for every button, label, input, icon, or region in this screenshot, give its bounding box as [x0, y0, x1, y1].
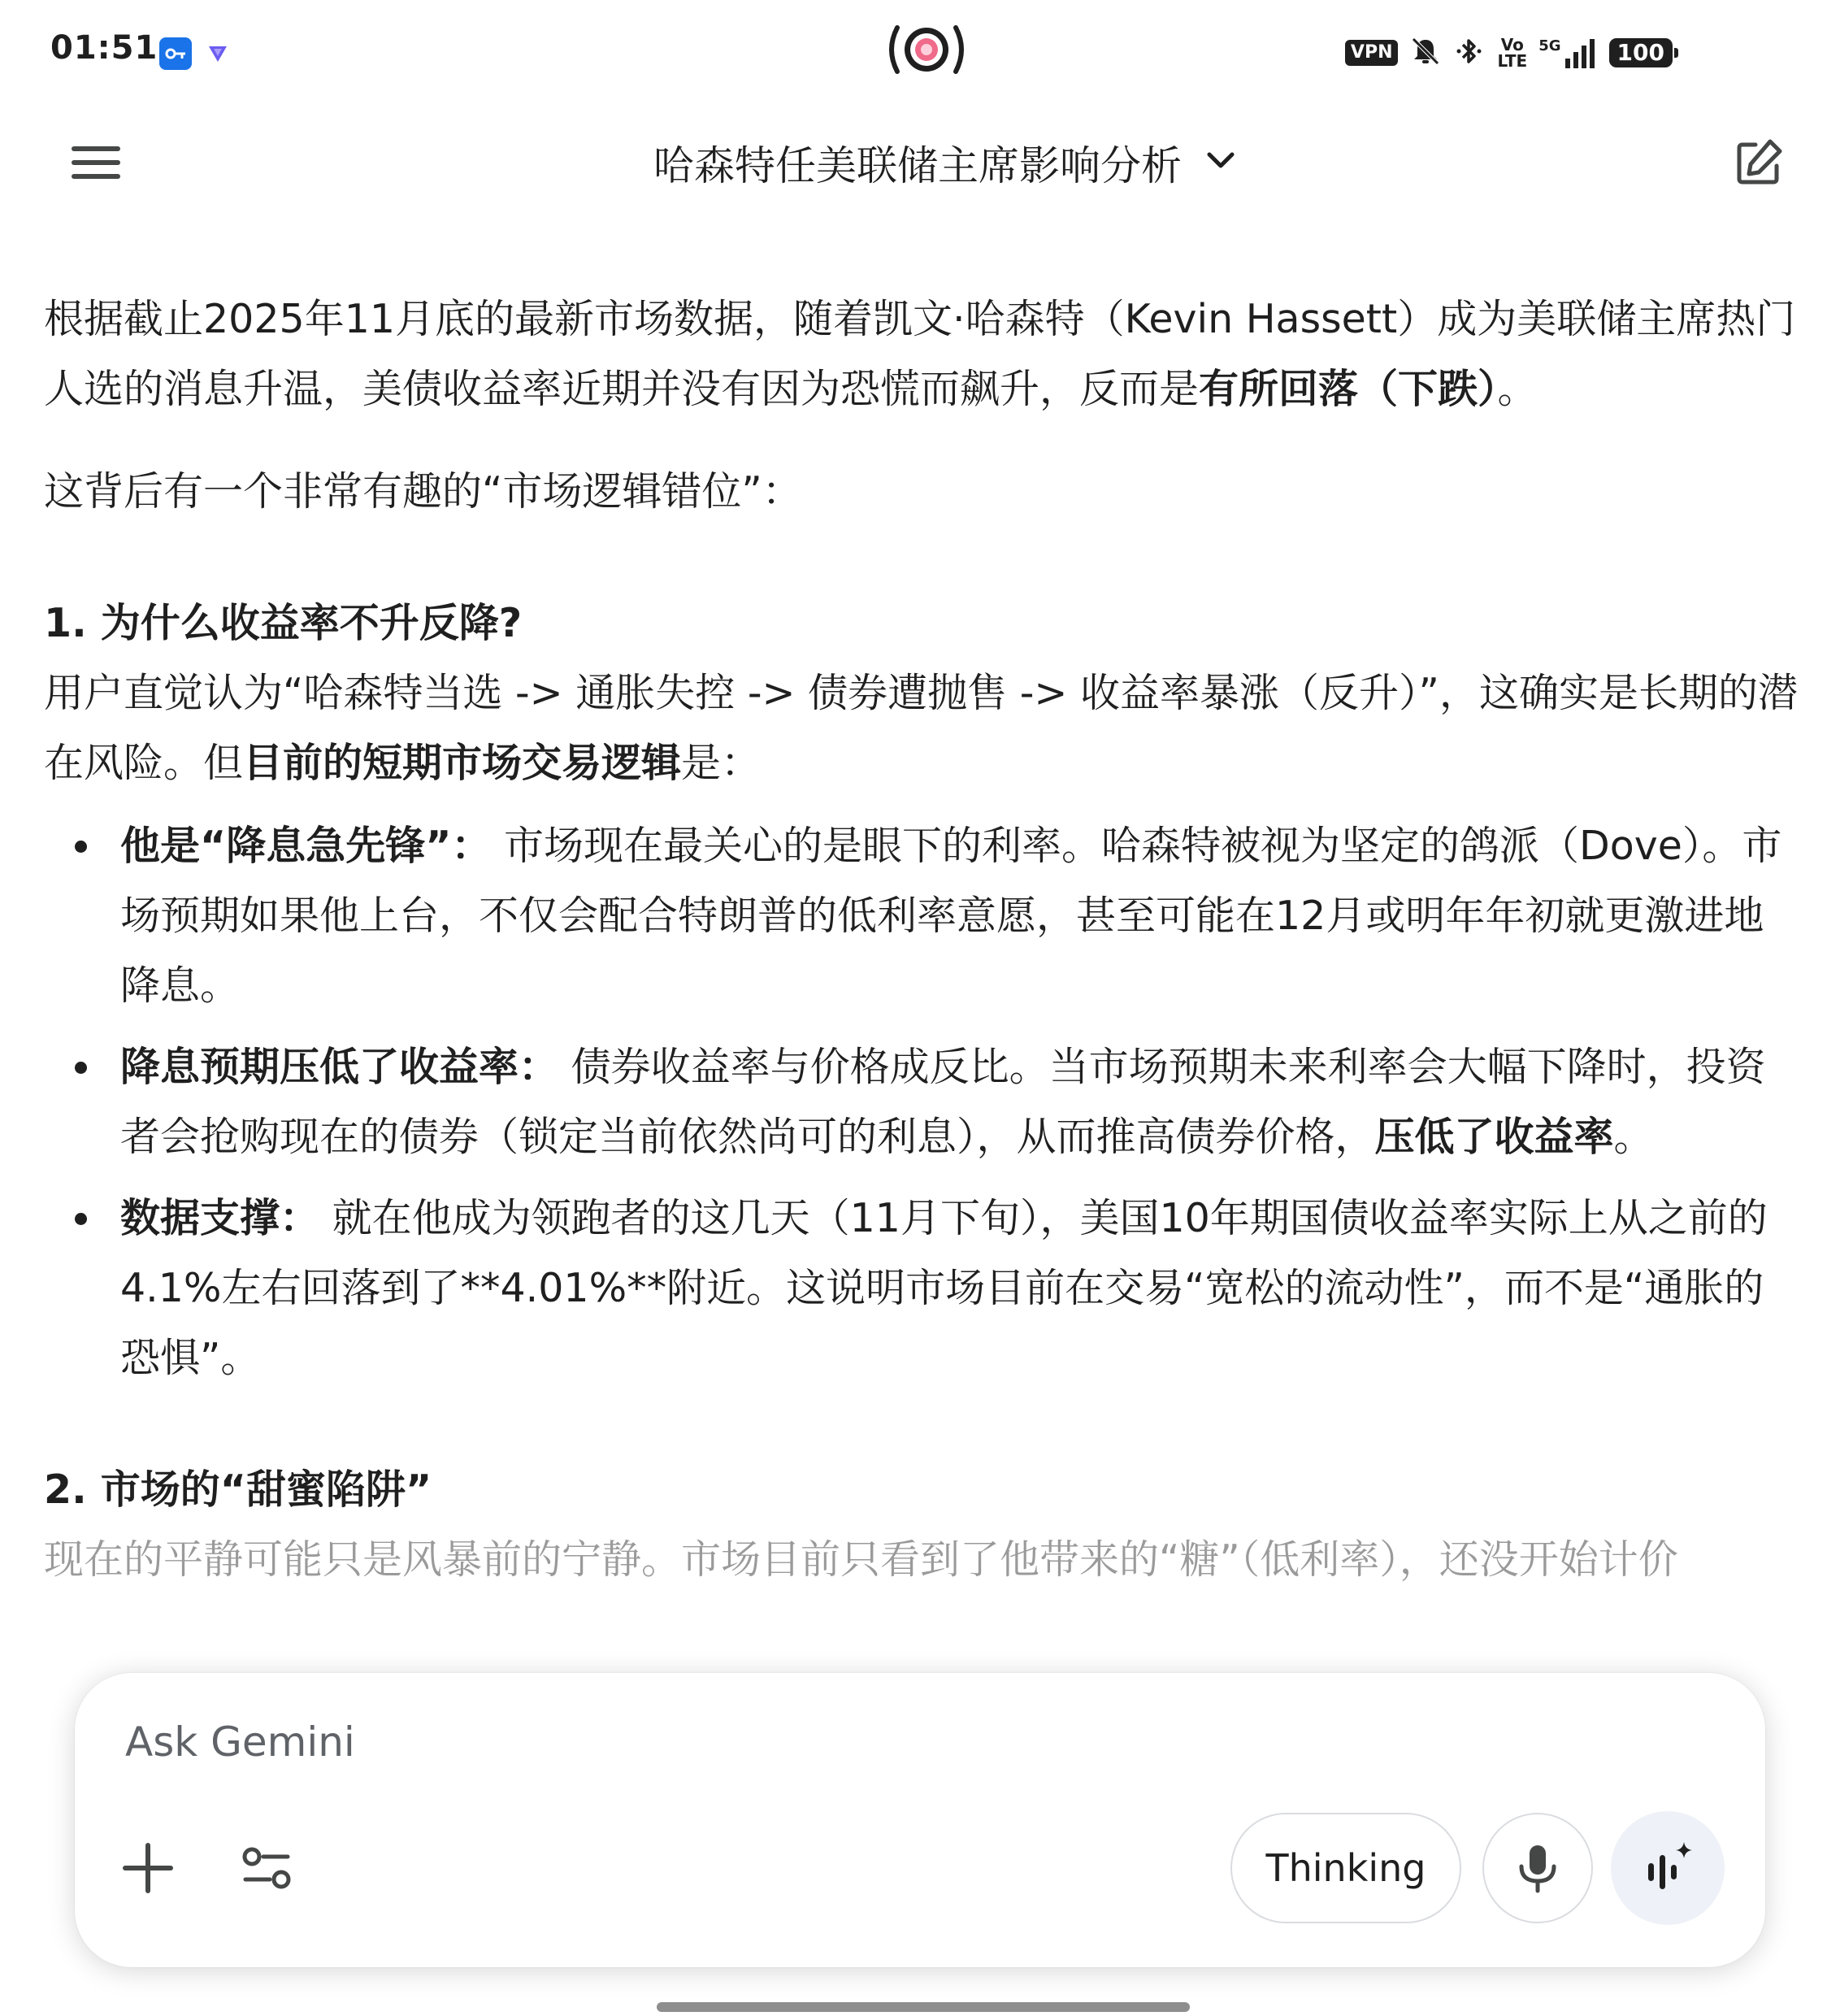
- battery-indicator: 100: [1609, 38, 1673, 67]
- ask-gemini-input[interactable]: [124, 1709, 1671, 1775]
- vpn-triangle-icon: [206, 42, 229, 65]
- list-item: 降息预期压低了收益率： 债券收益率与价格成反比。当市场预期未来利率会大幅下降时，投资者会抢购现在的债券（锁定当前依然尚可的利息），从而推高债券价格，压低了收益率。: [44, 1032, 1799, 1172]
- conversation-title: 哈森特任美联储主席影响分析: [653, 142, 1182, 189]
- status-icons: [1345, 33, 1673, 73]
- faded-text-line: 现在的平静可能只是风暴前的宁静。市场目前只看到了他带来的“糖”（低利率），还没开始计价: [44, 1536, 1678, 1583]
- status-time: 01:51: [50, 29, 158, 67]
- thinking-mode-button[interactable]: Thinking: [1230, 1813, 1461, 1923]
- reason-list: [44, 811, 1799, 1393]
- volte-indicator: Vo LTE: [1497, 35, 1528, 71]
- bluetooth-icon: [1453, 35, 1486, 71]
- tools-button[interactable]: [234, 1836, 299, 1901]
- live-sparkle-icon: [1638, 1839, 1697, 1897]
- gemini-live-button[interactable]: [1611, 1811, 1725, 1925]
- bullet-dot: [75, 1062, 87, 1074]
- new-chat-button[interactable]: [1731, 135, 1786, 190]
- bullet-dot: [75, 1213, 87, 1225]
- status-bar: [0, 0, 1827, 106]
- microphone-button[interactable]: [1482, 1813, 1593, 1923]
- conversation-title-dropdown[interactable]: [0, 137, 1827, 189]
- list-item: 他是“降息急先锋”： 市场现在最关心的是眼下的利率。哈森特被视为坚定的鸽派（Dove）。市场预期如果他上台，不仅会配合特朗普的低利率意愿，甚至可能在12月或明年年初就更激进地降息。: [44, 811, 1799, 1021]
- chevron-down-icon: [1203, 143, 1239, 182]
- intro-paragraph: 根据截止2025年11月底的最新市场数据，随着凯文·哈森特（Kevin Hassett）成为美联储主席热门人选的消息升温，美债收益率近期并没有因为恐慌而飙升，反而是有所回落（下跌）。: [44, 296, 1796, 412]
- bell-off-icon: [1409, 35, 1442, 71]
- logic-paragraph: 这背后有一个非常有趣的“市场逻辑错位”：: [44, 468, 802, 515]
- section-heading-1: 1. 为什么收益率不升反降?: [44, 600, 523, 646]
- intuition-paragraph: 用户直觉认为“哈森特当选 -> 通胀失控 -> 债券遭抛售 -> 收益率暴涨（反升）”，这确实是长期的潜在风险。但目前的短期市场交易逻辑是：: [44, 670, 1798, 786]
- add-attachment-button[interactable]: [115, 1836, 180, 1901]
- edit-icon: [1731, 135, 1786, 190]
- section-heading-2: 2. 市场的“甜蜜陷阱”: [44, 1466, 432, 1513]
- vpn-badge: VPN: [1345, 40, 1399, 66]
- gesture-navigation-bar[interactable]: [657, 2002, 1190, 2012]
- response-content: [44, 285, 1799, 1595]
- list-item: 数据支撑： 就在他成为领跑者的这几天（11月下旬），美国10年期国债收益率实际上从之前的4.1%左右回落到了**4.01%**附近。这说明市场目前在交易“宽松的流动性”，而不是“通胀的恐惧”。: [44, 1184, 1799, 1393]
- plus-icon: [115, 1836, 180, 1901]
- signal-5g-icon: 5G: [1538, 37, 1597, 68]
- key-icon: [159, 37, 192, 70]
- screen-recording-icon: [883, 21, 970, 78]
- prompt-composer: [75, 1673, 1765, 1967]
- tools-icon: [234, 1836, 299, 1901]
- bullet-dot: [75, 841, 87, 853]
- microphone-icon: [1515, 1842, 1560, 1894]
- top-app-bar: [0, 122, 1827, 203]
